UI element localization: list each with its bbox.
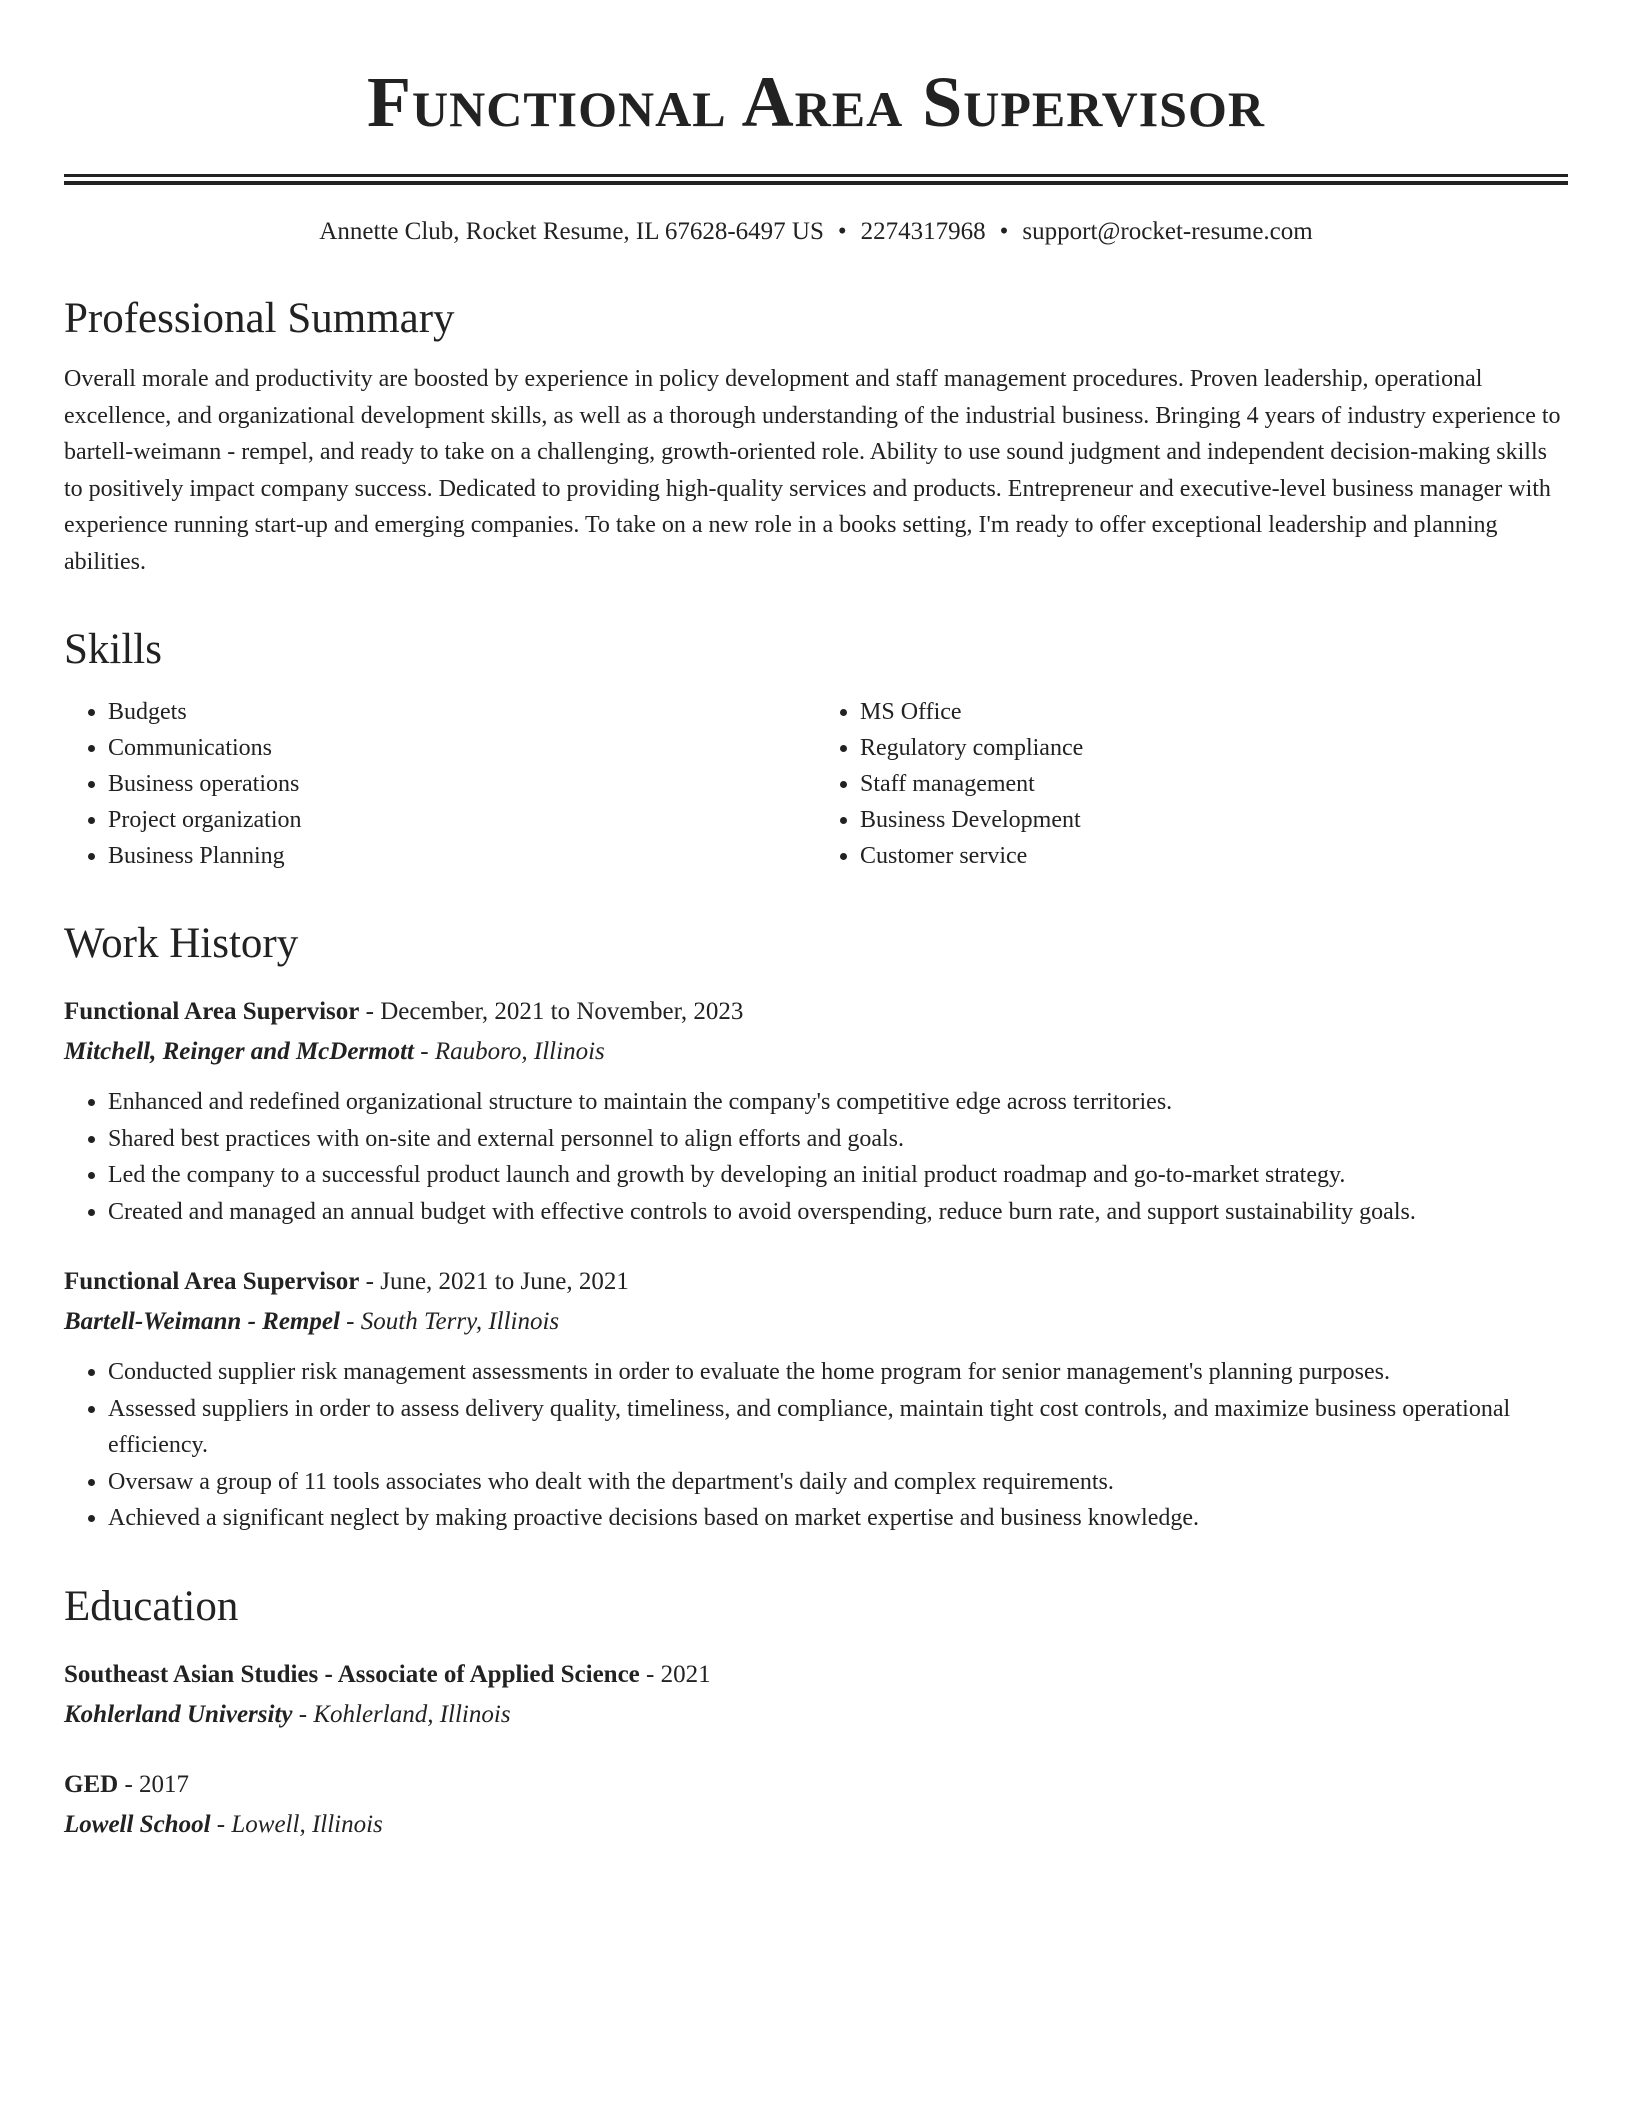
dash: - [365, 998, 374, 1025]
skills-heading: Skills [64, 626, 162, 673]
education-school-line [64, 1695, 1568, 1735]
contact-email: support@rocket-resume.com [1022, 218, 1313, 245]
job-company: Bartell-Weimann - Rempel [64, 1308, 340, 1335]
contact-phone: 2274317968 [860, 218, 986, 245]
job-entry [64, 1262, 1568, 1537]
dash: - [298, 1700, 308, 1728]
summary-text: Overall morale and productivity are boosted by experience in policy development and staff management procedures. Proven leadership, operational excellence, and organizational development skills, as well as a thorough understanding of the industrial business. Bringing 4 years of industry experience to bartell-weimann - rempel, and ready to take on a challenging, growth-oriented role. Ability to use sound judgment and independent decision-making skills to positively impact company success. Dedicated to providing high-quality services and products. Entrepreneur and executive-level business manager with experience running start-up and emerging companies. To take on a new role in a books setting, I'm ready to offer exceptional leadership and planning abilities. [64, 366, 1561, 575]
skill-item: • Business Planning [108, 838, 816, 874]
job-bullet: • Enhanced and redefined organizational structure to maintain the company's competitive edge across territories. [108, 1084, 1568, 1121]
job-title: Functional Area Supervisor [64, 998, 360, 1025]
job-bullet: • Achieved a significant neglect by making proactive decisions based on market expertise and business knowledge. [108, 1500, 1568, 1537]
job-entry [64, 992, 1568, 1230]
education-location: Lowell, Illinois [231, 1810, 383, 1838]
education-entry [64, 1655, 1568, 1735]
job-employer [64, 1302, 1568, 1342]
skills-list-right [816, 694, 1568, 874]
skill-item: • Communications [108, 730, 816, 766]
job-title: Functional Area Supervisor [64, 1268, 360, 1295]
header-double-rule [64, 174, 1568, 185]
skill-item: • Customer service [860, 838, 1568, 874]
contact-separator: • [837, 218, 847, 245]
education-school: Kohlerland University [64, 1700, 293, 1728]
job-location: Rauboro, Illinois [434, 1038, 605, 1065]
job-dates: December, 2021 to November, 2023 [380, 998, 744, 1025]
work-history-heading: Work History [64, 920, 299, 967]
job-bullet: • Shared best practices with on-site and external personnel to align efforts and goals. [108, 1121, 1568, 1158]
job-header [64, 1262, 1568, 1302]
education-school-line [64, 1805, 1568, 1845]
job-bullet: • Oversaw a group of 11 tools associates who dealt with the department's daily and complex requirements. [108, 1464, 1568, 1501]
dash: - [420, 1038, 429, 1065]
education-year: 2017 [139, 1770, 190, 1798]
education-degree: GED [64, 1770, 119, 1798]
job-bullets [64, 1354, 1568, 1537]
skill-item: • Project organization [108, 802, 816, 838]
contact-separator: • [999, 218, 1009, 245]
dash: - [124, 1770, 133, 1798]
skills-list-left [64, 694, 816, 874]
education-degree: Southeast Asian Studies - Associate of Applied Science [64, 1660, 640, 1688]
education-heading: Education [64, 1582, 239, 1630]
skill-item: • Business operations [108, 766, 816, 802]
education-school: Lowell School [64, 1810, 211, 1838]
job-dates: June, 2021 to June, 2021 [380, 1268, 629, 1295]
dash: - [346, 1308, 355, 1335]
dash: - [216, 1810, 226, 1838]
education-header [64, 1655, 1568, 1695]
education-entry [64, 1765, 1568, 1845]
resume-name-title: Functional Area Supervisor [367, 62, 1265, 142]
job-location: South Terry, Illinois [360, 1308, 560, 1335]
dash: - [646, 1660, 655, 1688]
job-bullet: • Led the company to a successful product launch and growth by developing an initial product roadmap and go-to-market strategy. [108, 1157, 1568, 1194]
education-year: 2021 [660, 1660, 711, 1688]
skill-item: • MS Office [860, 694, 1568, 730]
skill-item: • Staff management [860, 766, 1568, 802]
job-employer [64, 1032, 1568, 1072]
dash: - [365, 1268, 374, 1295]
skills-columns [64, 694, 1568, 874]
job-bullets [64, 1084, 1568, 1230]
skill-item: • Regulatory compliance [860, 730, 1568, 766]
skill-item: • Business Development [860, 802, 1568, 838]
skill-item: • Budgets [108, 694, 816, 730]
contact-line [64, 215, 1568, 249]
job-header [64, 992, 1568, 1032]
contact-address: Annette Club, Rocket Resume, IL 67628-6497 US [319, 218, 824, 245]
education-location: Kohlerland, Illinois [313, 1700, 511, 1728]
job-bullet: • Assessed suppliers in order to assess delivery quality, timeliness, and compliance, maintain tight cost controls, and maximize business operational efficiency. [108, 1391, 1568, 1464]
job-bullet: • Conducted supplier risk management assessments in order to evaluate the home program for senior management's planning purposes. [108, 1354, 1568, 1391]
education-header [64, 1765, 1568, 1805]
job-bullet: • Created and managed an annual budget with effective controls to avoid overspending, reduce burn rate, and support sustainability goals. [108, 1194, 1568, 1231]
job-company: Mitchell, Reinger and McDermott [64, 1038, 414, 1065]
summary-heading: Professional Summary [64, 295, 455, 342]
